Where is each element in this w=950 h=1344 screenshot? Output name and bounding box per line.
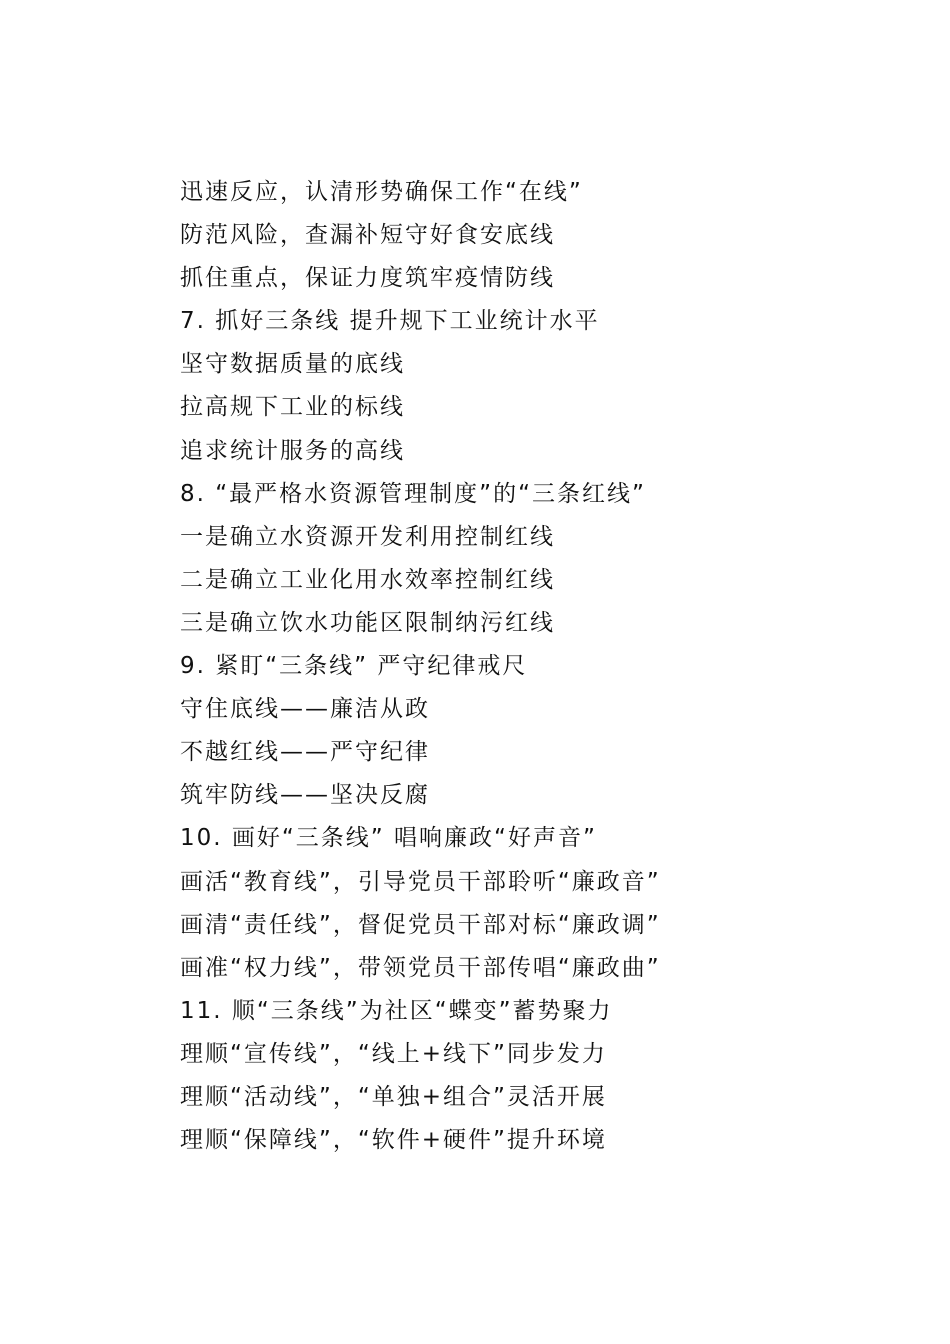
text-line: 抓住重点，保证力度筑牢疫情防线 — [180, 265, 555, 292]
section-heading-8: 8. “最严格水资源管理制度”的“三条红线” — [180, 480, 646, 507]
text-line: 画活“教育线”，引导党员干部聆听“廉政音” — [180, 868, 661, 895]
text-line: 理顺“宣传线”，“线上+线下”同步发力 — [180, 1040, 607, 1067]
text-line: 坚守数据质量的底线 — [180, 351, 405, 378]
text-line: 一是确立水资源开发利用控制红线 — [180, 523, 555, 550]
section-heading-9: 9. 紧盯“三条线” 严守纪律戒尺 — [180, 653, 528, 680]
text-line: 筑牢防线——坚决反腐 — [180, 782, 430, 809]
section-heading-7: 7. 抓好三条线 提升规下工业统计水平 — [180, 308, 600, 335]
text-line: 不越红线——严守纪律 — [180, 739, 430, 766]
text-line: 画准“权力线”，带领党员干部传唱“廉政曲” — [180, 954, 661, 981]
text-line: 理顺“保障线”，“软件+硬件”提升环境 — [180, 1127, 607, 1154]
text-line: 追求统计服务的高线 — [180, 437, 405, 464]
text-line: 三是确立饮水功能区限制纳污红线 — [180, 609, 555, 636]
section-heading-11: 11. 顺“三条线”为社区“蝶变”蓄势聚力 — [180, 997, 613, 1024]
text-line: 拉高规下工业的标线 — [180, 394, 405, 421]
text-line: 守住底线——廉洁从政 — [180, 696, 430, 723]
text-line: 理顺“活动线”，“单独+组合”灵活开展 — [180, 1083, 607, 1110]
text-line: 迅速反应，认清形势确保工作“在线” — [180, 179, 583, 205]
text-line: 二是确立工业化用水效率控制红线 — [180, 566, 555, 593]
document-body — [180, 171, 880, 1162]
text-line: 画清“责任线”，督促党员干部对标“廉政调” — [180, 911, 661, 938]
section-heading-10: 10. 画好“三条线” 唱响廉政“好声音” — [180, 825, 597, 852]
text-line: 防范风险，查漏补短守好食安底线 — [180, 222, 555, 249]
